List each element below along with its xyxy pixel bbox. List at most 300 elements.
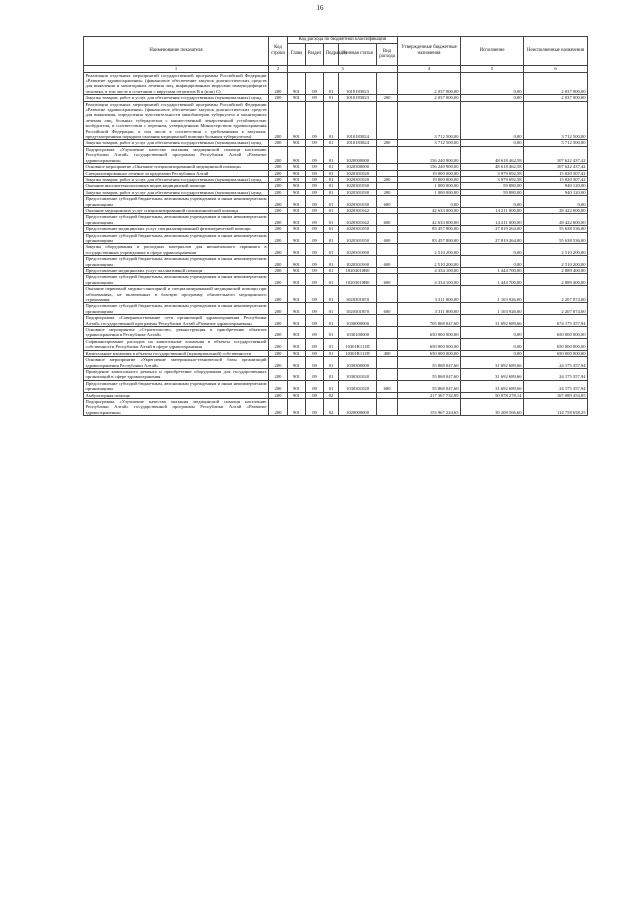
target-item-code: 10203010В0	[339, 268, 377, 274]
section-code: 09	[306, 140, 324, 146]
unexecuted-amount: 650 000 000,00	[524, 327, 588, 339]
row-code: 200	[269, 244, 288, 256]
expense-type-code: 600	[377, 380, 398, 392]
header-unexecuted: Неисполненные назначения	[524, 37, 588, 66]
chapter-code: 901	[288, 146, 306, 163]
target-item-code: 10301R111П	[339, 350, 377, 356]
approved-amount: 2 037 000,00	[398, 72, 461, 95]
subsection-code: 01	[324, 214, 339, 226]
col-number: 3	[288, 65, 398, 72]
chapter-code: 901	[288, 189, 306, 195]
chapter-code: 901	[288, 140, 306, 146]
unexecuted-amount: 2 889 400,00	[524, 268, 588, 274]
row-code: 200	[269, 164, 288, 170]
unexecuted-amount: 650 000 000,00	[524, 350, 588, 356]
table-row	[84, 286, 588, 303]
chapter-code: 901	[288, 398, 306, 415]
unexecuted-amount: 28 422 000,00	[524, 214, 588, 226]
expense-type-code	[377, 72, 398, 95]
row-code: 200	[269, 140, 288, 146]
target-item-code: 1030300000	[339, 357, 377, 369]
table-row	[84, 101, 588, 140]
expense-type-code: 400	[377, 350, 398, 356]
table-row	[84, 274, 588, 286]
col-number: 1	[84, 65, 269, 72]
row-name: Закупка товаров, работ и услуг для обеспечения государственных (муниципальных) нужд	[84, 176, 269, 182]
section-code: 09	[306, 380, 324, 392]
unexecuted-amount: 2 037 000,00	[524, 95, 588, 101]
unexecuted-amount: 674 175 357,94	[524, 315, 588, 327]
chapter-code: 901	[288, 380, 306, 392]
target-item-code: 1030301020	[339, 380, 377, 392]
row-code: 200	[269, 315, 288, 327]
header-section: Раздел	[306, 43, 324, 65]
target-item-code: 1010183824	[339, 101, 377, 140]
unexecuted-amount: 28 422 000,00	[524, 207, 588, 213]
approved-amount: 83 457 800,00	[398, 226, 461, 232]
chapter-code: 901	[288, 170, 306, 176]
table-row	[84, 303, 588, 315]
subsection-code: 01	[324, 338, 339, 350]
executed-amount: 27 819 264,00	[461, 226, 524, 232]
subsection-code: 02	[324, 398, 339, 415]
chapter-code: 901	[288, 226, 306, 232]
row-name: Предоставление медицинских услуг специализированной фтизиатрической помощи	[84, 226, 269, 232]
chapter-code: 901	[288, 368, 306, 380]
table-row	[84, 398, 588, 415]
row-name: Подпрограмма «Улучшение качества оказания медицинской помощи населению Республики Алтай» государственной программы Республики Алтай «Развитие здравоохранения»	[85, 398, 267, 415]
row-code: 200	[269, 196, 288, 208]
unexecuted-amount: 24 175 357,94	[524, 380, 588, 392]
chapter-code: 901	[288, 256, 306, 268]
row-code: 200	[269, 101, 288, 140]
unexecuted-amount: 107 622 437,42	[524, 146, 588, 163]
section-code: 09	[306, 101, 324, 140]
expense-type-code: 600	[377, 303, 398, 315]
row-code: 200	[269, 350, 288, 356]
row-name: Оказание первичной медико-санитарной и специализированной медицинской помощи при заболеваниях, не включенных в базовую программу обязательного медицинского страхования	[85, 286, 267, 303]
unexecuted-amount: 107 622 437,42	[524, 164, 588, 170]
section-code: 09	[306, 286, 324, 303]
chapter-code: 901	[288, 164, 306, 170]
section-code: 09	[306, 170, 324, 176]
subsection-code: 01	[324, 303, 339, 315]
row-code: 200	[269, 146, 288, 163]
target-item-code: 1020000000	[339, 398, 377, 415]
expense-type-code: 200	[377, 189, 398, 195]
row-name: Софинансирование расходов на капитальные вложения в объекты государственной собственности Республики Алтай в сфере здравоохранения	[85, 338, 267, 350]
approved-amount: 3 712 500,00	[398, 140, 461, 146]
approved-amount: 156 240 900,00	[398, 146, 461, 163]
chapter-code: 901	[288, 232, 306, 244]
approved-amount: 19 000 000,00	[398, 176, 461, 182]
row-name: Закупка оборудования и расходных материалов для неонатального скрининга в государственных учреждениях в сфере здравоохранения	[85, 244, 267, 255]
executed-amount: 0,00	[461, 101, 524, 140]
subsection-code: 01	[324, 183, 339, 189]
expense-type-code	[377, 286, 398, 303]
row-name: Подпрограмма «Совершенствование сети организаций здравоохранения Республики Алтай» государственной программы Республики Алтай «Развитие здравоохранения»	[85, 315, 267, 326]
target-item-code: 1020301020	[339, 170, 377, 176]
table-row	[84, 256, 588, 268]
target-item-code: 1030301020	[339, 368, 377, 380]
row-code: 200	[269, 207, 288, 213]
approved-amount: 3 311 800,00	[398, 286, 461, 303]
target-item-code: 1020000000	[339, 146, 377, 163]
executed-amount: 50 078 278,14	[461, 392, 524, 398]
executed-amount: 14 211 000,00	[461, 214, 524, 226]
chapter-code: 901	[288, 244, 306, 256]
approved-amount: 3 712 500,00	[398, 101, 461, 140]
expense-type-code: 600	[377, 256, 398, 268]
section-code: 09	[306, 338, 324, 350]
subsection-code: 01	[324, 286, 339, 303]
executed-amount: 0,00	[461, 327, 524, 339]
subsection-code: 01	[324, 268, 339, 274]
target-item-code: 1010183823	[339, 72, 377, 95]
chapter-code: 901	[288, 315, 306, 327]
subsection-code: 01	[324, 140, 339, 146]
subsection-code: 01	[324, 72, 339, 95]
header-executed: Исполнение	[461, 37, 524, 66]
unexecuted-amount: 15 020 307,42	[524, 176, 588, 182]
target-item-code: 1020301042	[339, 214, 377, 226]
expense-type-code: 200	[377, 140, 398, 146]
row-code: 200	[269, 368, 288, 380]
row-name: Предоставление субсидий бюджетным, автономным учреждениям и иным некоммерческим организациям	[85, 303, 267, 314]
expense-type-code	[377, 398, 398, 415]
table-row	[84, 338, 588, 350]
unexecuted-amount: 55 638 536,00	[524, 226, 588, 232]
row-name: Закупка товаров, работ и услуг для обеспечения государственных (муниципальных) нужд	[84, 95, 269, 101]
executed-amount: 59 880,00	[461, 189, 524, 195]
section-code: 09	[306, 176, 324, 182]
chapter-code: 901	[288, 196, 306, 208]
executed-amount: 0,00	[461, 338, 524, 350]
page-number: 16	[316, 4, 324, 12]
target-item-code: 1020301020	[339, 176, 377, 182]
unexecuted-amount: 55 638 536,00	[524, 232, 588, 244]
row-code: 200	[269, 327, 288, 339]
subsection-code: 02	[324, 392, 339, 398]
expense-type-code: 600	[377, 232, 398, 244]
row-code: 200	[269, 357, 288, 369]
table-row	[84, 146, 588, 163]
unexecuted-amount: 167 089 454,85	[524, 392, 588, 398]
subsection-code: 01	[324, 207, 339, 213]
expense-type-code	[377, 357, 398, 369]
section-code: 09	[306, 256, 324, 268]
unexecuted-amount: 2 510 200,00	[524, 244, 588, 256]
section-code: 09	[306, 226, 324, 232]
unexecuted-amount: 2 207 874,00	[524, 286, 588, 303]
chapter-code: 901	[288, 72, 306, 95]
expense-type-code	[377, 338, 398, 350]
chapter-code: 901	[288, 338, 306, 350]
chapter-code: 901	[288, 207, 306, 213]
executed-amount: 59 880,00	[461, 183, 524, 189]
chapter-code: 901	[288, 95, 306, 101]
subsection-code: 01	[324, 350, 339, 356]
subsection-code: 01	[324, 315, 339, 327]
unexecuted-amount: 3 712 500,00	[524, 101, 588, 140]
chapter-code: 901	[288, 214, 306, 226]
section-code: 09	[306, 315, 324, 327]
table-row	[84, 244, 588, 256]
section-code: 09	[306, 207, 324, 213]
subsection-code: 01	[324, 196, 339, 208]
header-subsection: Подраздел	[324, 43, 339, 65]
header-approved: Утвержденные бюджетные назначения	[398, 37, 461, 66]
section-code: 09	[306, 183, 324, 189]
row-name: Предоставление субсидий бюджетным, автономным учреждениям и иным некоммерческим организациям	[85, 380, 267, 392]
approved-amount: 55 868 047,60	[398, 357, 461, 369]
section-code: 09	[306, 232, 324, 244]
approved-amount: 153 967 224,65	[398, 398, 461, 415]
unexecuted-amount: 15 020 307,42	[524, 170, 588, 176]
chapter-code: 901	[288, 176, 306, 182]
unexecuted-amount: 2 207 874,00	[524, 303, 588, 315]
executed-amount: 1 103 926,00	[461, 303, 524, 315]
row-name: Закупка товаров, работ и услуг для обеспечения государственных (муниципальных) нужд	[84, 189, 269, 195]
subsection-code: 01	[324, 101, 339, 140]
subsection-code: 01	[324, 170, 339, 176]
col-number: 4	[398, 65, 461, 72]
target-item-code: 1030100000	[339, 327, 377, 339]
approved-amount: 2 037 000,00	[398, 95, 461, 101]
target-item-code: 1030000000	[339, 315, 377, 327]
col-number: 6	[524, 65, 588, 72]
row-code: 200	[269, 183, 288, 189]
executed-amount: 0,00	[461, 72, 524, 95]
target-item-code: 1010183824	[339, 140, 377, 146]
section-code: 09	[306, 95, 324, 101]
row-name: Предоставление субсидий бюджетным, автономным учреждениям и иным некоммерческим организациям	[85, 274, 267, 285]
table-row	[84, 380, 588, 392]
subsection-code: 01	[324, 164, 339, 170]
chapter-code: 901	[288, 350, 306, 356]
row-code: 200	[269, 226, 288, 232]
subsection-code: 01	[324, 226, 339, 232]
chapter-code: 901	[288, 183, 306, 189]
expense-type-code	[377, 244, 398, 256]
subsection-code: 01	[324, 95, 339, 101]
row-code: 200	[269, 256, 288, 268]
executed-amount: 1 103 926,00	[461, 286, 524, 303]
header-target-item: Целевая статья	[339, 43, 377, 65]
target-item-code: 10301R111П	[339, 338, 377, 350]
subsection-code: 01	[324, 176, 339, 182]
header-name: Наименование показателя	[84, 37, 269, 66]
section-code: 09	[306, 189, 324, 195]
row-name: Капитальные вложения в объекты государственной (муниципальной) собственности	[84, 350, 269, 356]
approved-amount: 55 868 047,60	[398, 380, 461, 392]
row-code: 200	[269, 232, 288, 244]
executed-amount: 31 692 689,66	[461, 380, 524, 392]
table-row	[84, 232, 588, 244]
executed-amount: 0,00	[461, 256, 524, 268]
subsection-code: 01	[324, 146, 339, 163]
row-code: 200	[269, 268, 288, 274]
section-code: 09	[306, 274, 324, 286]
target-item-code: 1010183823	[339, 95, 377, 101]
col-number: 5	[461, 65, 524, 72]
chapter-code: 901	[288, 101, 306, 140]
chapter-code: 901	[288, 286, 306, 303]
unexecuted-amount: 2 510 200,00	[524, 256, 588, 268]
section-code: 09	[306, 196, 324, 208]
chapter-code: 901	[288, 357, 306, 369]
expense-type-code	[377, 101, 398, 140]
subsection-code: 01	[324, 244, 339, 256]
unexecuted-amount: 2 037 000,00	[524, 72, 588, 95]
executed-amount: 31 692 689,66	[461, 315, 524, 327]
unexecuted-amount: 24 175 357,94	[524, 368, 588, 380]
table-row	[84, 357, 588, 369]
executed-amount: 0,00	[461, 140, 524, 146]
table-row	[84, 214, 588, 226]
approved-amount: 705 868 047,60	[398, 315, 461, 327]
section-code: 09	[306, 303, 324, 315]
executed-amount: 3 979 692,58	[461, 170, 524, 176]
subsection-code: 01	[324, 256, 339, 268]
unexecuted-amount: 2 889 400,00	[524, 274, 588, 286]
section-code: 09	[306, 357, 324, 369]
unexecuted-amount: 3 712 500,00	[524, 140, 588, 146]
target-item-code: 1020300000	[339, 164, 377, 170]
target-item-code: 10203010Г0	[339, 303, 377, 315]
table-row	[84, 368, 588, 380]
expense-type-code	[377, 146, 398, 163]
target-item-code: 1020301030	[339, 196, 377, 208]
row-name: Предоставление субсидий бюджетным, автономным учреждениям и иным некоммерческим организациям	[85, 232, 267, 243]
row-code: 200	[269, 398, 288, 415]
expense-type-code	[377, 368, 398, 380]
executed-amount: 39 208 566,60	[461, 398, 524, 415]
unexecuted-amount: 940 120,00	[524, 183, 588, 189]
table-row	[84, 315, 588, 327]
executed-amount: 0,00	[461, 196, 524, 208]
row-name: Предоставление субсидий бюджетным, автономным учреждениям и иным некоммерческим организациям	[85, 196, 267, 207]
section-code: 09	[306, 72, 324, 95]
section-code: 09	[306, 244, 324, 256]
table-row	[84, 196, 588, 208]
target-item-code: 1020301030	[339, 183, 377, 189]
table-row	[84, 72, 588, 95]
row-name: Основное мероприятие «Строительство, реконструкция и приобретение объектов здравоохранения в Республике Алтай»	[85, 327, 267, 338]
executed-amount: 31 692 689,66	[461, 357, 524, 369]
target-item-code: 10203010В0	[339, 274, 377, 286]
subsection-code: 01	[324, 368, 339, 380]
row-name: Оказание медицинских услуг специализированной поликлинической помощи	[84, 207, 269, 213]
target-item-code: 10203010б0	[339, 256, 377, 268]
expense-type-code	[377, 327, 398, 339]
row-name: Оказание высокотехнологичных видов медицинской помощи	[84, 183, 269, 189]
header-expense-type: Вид расхода	[377, 43, 398, 65]
subsection-code: 01	[324, 274, 339, 286]
target-item-code: 1020301030	[339, 189, 377, 195]
header-row-code: Код строки	[269, 37, 288, 66]
row-code: 200	[269, 176, 288, 182]
row-name: Основное мероприятие «Укрепление материально-технической базы организаций здравоохранения Республики Алтай»	[85, 357, 267, 368]
target-item-code: 1020301042	[339, 207, 377, 213]
target-item-code: 1020301050	[339, 232, 377, 244]
target-item-code: 1020301050	[339, 226, 377, 232]
section-code: 09	[306, 164, 324, 170]
chapter-code: 901	[288, 274, 306, 286]
approved-amount: 42 633 000,00	[398, 214, 461, 226]
approved-amount: 2 510 200,00	[398, 244, 461, 256]
approved-amount: 1 000 000,00	[398, 183, 461, 189]
row-name: Реализация отдельных мероприятий государственной программы Российской Федерации «Развитие здравоохранения» (финансовое обеспечение закупок диагностических средств для выявления, определения чувствительности микобактерии туберкулеза и мониторинга лечения лиц, больных туберкулезом с множественной лекарственной устойчивостью возбудителя, в соответствии с перечнем, утвержденным Министерством здравоохранения Российской Федерации, в том числе в соответствии с требованиями к закупкам, предусмотренным порядком оказания медицинской помощи больным туберкулезом)	[85, 101, 267, 140]
executed-amount: 0,00	[461, 95, 524, 101]
row-name: Амбулаторная помощь	[84, 392, 269, 398]
table-row	[84, 327, 588, 339]
approved-amount: 0,00	[398, 196, 461, 208]
expense-type-code: 200	[377, 95, 398, 101]
section-code: 09	[306, 327, 324, 339]
unexecuted-amount: 24 175 357,94	[524, 357, 588, 369]
row-code: 200	[269, 214, 288, 226]
row-code: 200	[269, 392, 288, 398]
expense-type-code: 600	[377, 214, 398, 226]
chapter-code: 901	[288, 392, 306, 398]
chapter-code: 901	[288, 268, 306, 274]
row-name: Закупка товаров, работ и услуг для обеспечения государственных (муниципальных) нужд	[84, 140, 269, 146]
row-code: 200	[269, 72, 288, 95]
expense-type-code: 200	[377, 176, 398, 182]
unexecuted-amount: 0,00	[524, 196, 588, 208]
subsection-code: 01	[324, 232, 339, 244]
header-budget-code: Код расхода по бюджетной классификации	[288, 37, 398, 44]
budget-execution-table	[83, 36, 588, 416]
row-name: Реализация отдельных мероприятий государственной программы Российской Федерации «Развитие здравоохранения» (финансовое обеспечение закупок диагностических средств для выявления и мониторинга лечения лиц, инфицированных вирусами иммунодефицита человека, в том числе в сочетании с вирусами гепатитов B и (или) C)	[85, 72, 267, 94]
unexecuted-amount: 940 120,00	[524, 189, 588, 195]
approved-amount: 650 000 000,00	[398, 350, 461, 356]
approved-amount: 3 311 800,00	[398, 303, 461, 315]
expense-type-code	[377, 315, 398, 327]
approved-amount: 217 367 732,99	[398, 392, 461, 398]
section-code: 09	[306, 398, 324, 415]
row-name: Предоставление субсидий бюджетным, автономным учреждениям и иным некоммерческим организациям	[85, 256, 267, 267]
executed-amount: 1 444 700,00	[461, 274, 524, 286]
executed-amount: 48 618 462,58	[461, 146, 524, 163]
approved-amount: 4 334 100,00	[398, 268, 461, 274]
approved-amount: 650 000 000,00	[398, 338, 461, 350]
unexecuted-amount: 114 758 658,25	[524, 398, 588, 415]
row-name: Проведение капитального ремонта и приобретение оборудования для государственных организаций в сфере здравоохранения	[85, 368, 267, 380]
col-number: 2	[269, 65, 288, 72]
approved-amount: 19 000 000,00	[398, 170, 461, 176]
chapter-code: 901	[288, 327, 306, 339]
approved-amount: 1 000 000,00	[398, 189, 461, 195]
row-name: Подпрограмма «Улучшение качества оказания медицинской помощи населению Республики Алтай» государственной программы Республики Алтай «Развитие здравоохранения»	[85, 146, 267, 163]
executed-amount: 0,00	[461, 244, 524, 256]
subsection-code: 01	[324, 380, 339, 392]
section-code: 09	[306, 350, 324, 356]
approved-amount: 83 457 800,00	[398, 232, 461, 244]
row-code: 200	[269, 303, 288, 315]
row-code: 200	[269, 189, 288, 195]
section-code: 09	[306, 146, 324, 163]
row-code: 200	[269, 286, 288, 303]
row-name: Предоставление субсидий бюджетным, автономным учреждениям и иным некоммерческим организациям	[85, 214, 267, 225]
approved-amount: 156 240 900,00	[398, 164, 461, 170]
row-code: 200	[269, 95, 288, 101]
unexecuted-amount: 650 000 000,00	[524, 338, 588, 350]
section-code: 09	[306, 214, 324, 226]
row-code: 200	[269, 274, 288, 286]
executed-amount: 27 819 264,00	[461, 232, 524, 244]
